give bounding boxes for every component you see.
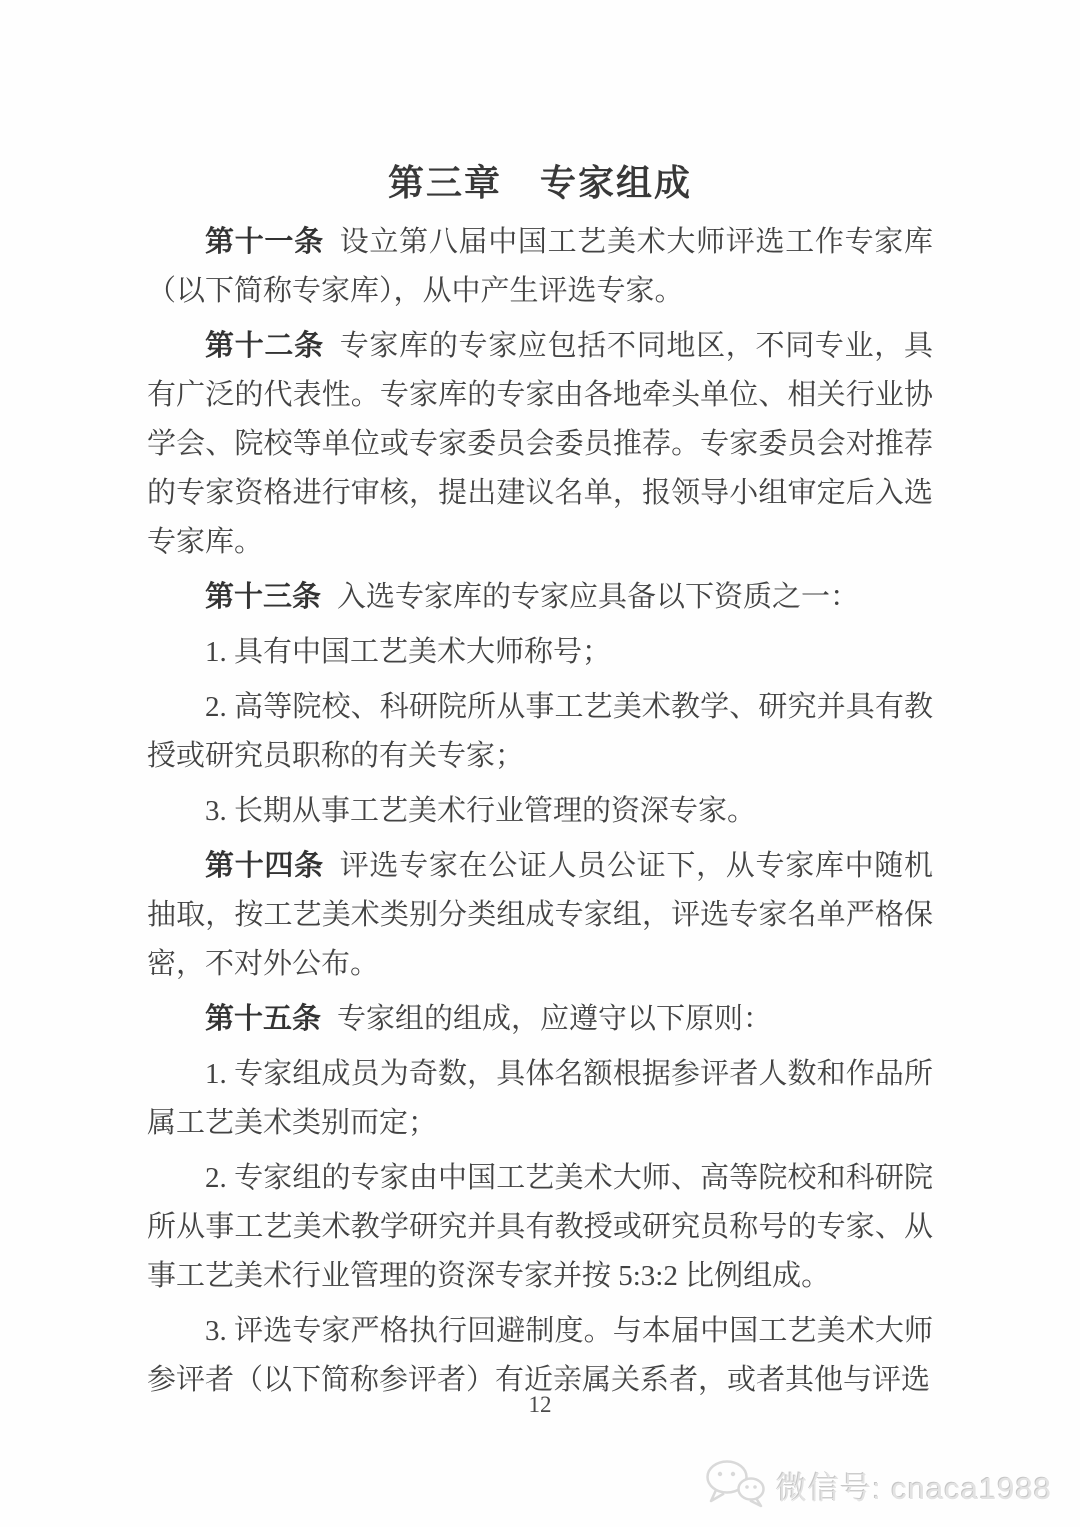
list-item-text: 2. 高等院校、科研院所从事工艺美术教学、研究并具有教授或研究员职称的有关专家； xyxy=(147,691,933,772)
list-item-text: 3. 长期从事工艺美术行业管理的资深专家。 xyxy=(205,795,757,827)
list-item-qualification-2 xyxy=(147,683,933,781)
wechat-id-label: 微信号: cnaca1988 xyxy=(776,1471,1052,1506)
wechat-icon xyxy=(704,1458,766,1513)
paragraph-article-14 xyxy=(147,842,933,989)
article-text: 评选专家在公证人员公证下，从专家库中随机抽取，按工艺美术类别分类组成专家组，评选专家名单严格保密，不对外公布。 xyxy=(147,850,933,980)
list-item-qualification-1 xyxy=(147,628,933,677)
list-item-text: 1. 专家组成员为奇数，具体名额根据参评者人数和作品所属工艺美术类别而定； xyxy=(147,1058,933,1139)
article-text: 专家组的组成，应遵守以下原则： xyxy=(336,1003,772,1035)
article-number: 第十一条 xyxy=(205,226,324,258)
list-item-principle-2 xyxy=(147,1154,933,1301)
article-number: 第十三条 xyxy=(205,581,322,613)
article-text: 设立第八届中国工艺美术大师评选工作专家库（以下简称专家库），从中产生评选专家。 xyxy=(147,226,933,307)
list-item-principle-1 xyxy=(147,1050,933,1148)
paragraph-article-11 xyxy=(147,218,933,316)
page-number: 12 xyxy=(528,1392,552,1417)
article-number: 第十五条 xyxy=(205,1003,322,1035)
list-item-text: 1. 具有中国工艺美术大师称号； xyxy=(205,636,612,668)
wechat-watermark xyxy=(704,1458,1052,1513)
list-item-principle-3 xyxy=(147,1307,933,1405)
article-number: 第十四条 xyxy=(205,850,324,882)
paragraph-article-12 xyxy=(147,322,933,567)
article-text: 入选专家库的专家应具备以下资质之一： xyxy=(336,581,859,613)
article-text: 专家库的专家应包括不同地区，不同专业，具有广泛的代表性。专家库的专家由各地牵头单位、相关行业协学会、院校等单位或专家委员会委员推荐。专家委员会对推荐的专家资格进行审核，提出建议名单，报领导小组审定后入选专家库。 xyxy=(147,330,933,558)
list-item-text: 2. 专家组的专家由中国工艺美术大师、高等院校和科研院所从事工艺美术教学研究并具有教授或研究员称号的专家、从事工艺美术行业管理的资深专家并按 5:3:2 比例组成。 xyxy=(147,1162,933,1292)
article-number: 第十二条 xyxy=(205,330,324,362)
paragraph-article-13 xyxy=(147,573,933,622)
chapter-title: 第三章 专家组成 xyxy=(387,163,692,203)
list-item-qualification-3 xyxy=(147,787,933,836)
paragraph-article-15 xyxy=(147,995,933,1044)
list-item-text: 3. 评选专家严格执行回避制度。与本届中国工艺美术大师参评者（以下简称参评者）有近亲属关系者，或者其他与评选 xyxy=(147,1315,933,1396)
document-text-column xyxy=(147,0,933,1405)
